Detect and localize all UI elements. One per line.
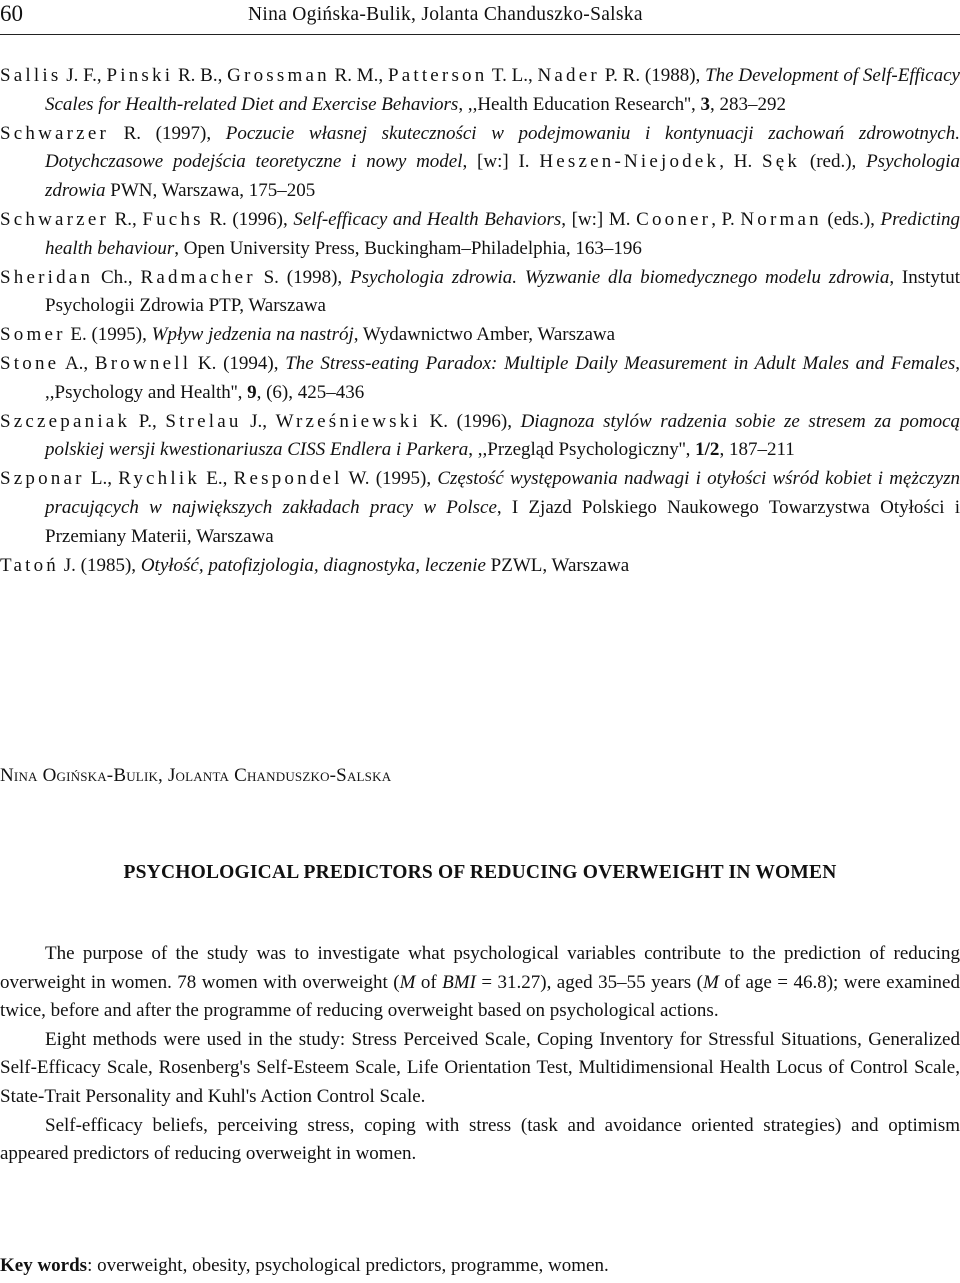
book-title: Predicting health behaviour [45,208,960,259]
author-initials: K. [191,352,224,374]
author-initials: Ch., [93,266,141,288]
abstract-p1-m1: M [399,971,416,993]
reference-source: , ,,Health Education Research'', [458,93,701,115]
reference-title: Psychologia zdrowia. Wyzwanie dla biomedycznego modelu zdrowia [350,266,890,288]
author-name: Schwarzer [0,122,109,144]
author-name: Patterson [387,65,488,86]
author-name: Pinski [106,65,174,86]
author-initials: A., [59,352,95,374]
author-initials: R. [108,122,156,144]
author-name: Nader [537,65,600,86]
author-initials: W. [342,468,376,490]
author-initials: K. [420,410,457,432]
reference-title: The Stress-eating Paradox: Multiple Daily Measurement in Adult Males and Females [285,352,956,374]
author-name: Strelau [165,410,242,432]
reference-tail: , 187–211 [719,439,795,461]
reference-year: (1996), [456,410,521,432]
reference-item [0,206,960,264]
reference-title: The Development of Self-Efficacy Scales for Health-related Diet and Exercise Behaviors [45,65,960,115]
reference-tail: , (6), 425–436 [256,381,365,403]
reference-title: Częstość występowania nadwagi i otyłości wśród kobiet i mężczyzn pracujących w największych zakładach pracy w Polsce [45,468,960,518]
author-name: Stone [0,352,60,374]
author-initials: J. F., [61,65,107,86]
reference-title: Poczucie własnej skuteczności w podejmowaniu i kontynuacji zachowań zdrowotnych. Dotychczasowe podejścia teoretyczne i nowy model [45,122,960,173]
reference-year: (1998), [286,266,350,288]
author-initials: R. [203,208,233,230]
editor-name: Cooner [636,208,712,230]
keywords-label: Key words [0,1255,88,1276]
running-header [0,0,960,34]
author-name: Respondel [233,468,343,490]
abstract-paragraph-1 [0,940,960,1026]
reference-tail: PWN, Warszawa, 175–205 [105,180,316,202]
reference-item [0,465,960,551]
keywords-line [0,1252,609,1280]
editor-initials: (red.), [800,151,867,173]
reference-source: , [w:] M. [561,208,637,230]
header-rule [0,34,960,35]
author-name: Tatoń [0,554,59,576]
reference-year: (1985), [80,554,141,576]
reference-title: Diagnoza stylów radzenia sobie ze stresem za pomocą polskiej wersji kwestionariusza CISS Endlera i Parkera [45,410,960,461]
reference-tail: , 283–292 [709,93,786,115]
reference-source: , [w:] I. [462,151,540,173]
reference-tail: , Instytut Psychologii Zdrowia PTP, Warszawa [45,266,960,317]
author-initials: R., [108,208,143,230]
editor-initials: (eds.), [821,208,881,230]
reference-item [0,552,960,581]
author-name: Szczepaniak [0,410,131,432]
editor-name: Heszen-Niejodek [539,151,720,173]
reference-tail: , Open University Press, Buckingham–Philadelphia, 163–196 [174,237,642,259]
abstract-authors [0,764,391,788]
abstract-p1-bmi: BMI [442,971,476,993]
reference-item [0,120,960,206]
abstract-body [0,940,960,1169]
author-name: Szponar [0,468,85,490]
abstract-p1-text-d: of age = 46.8); were examined twice, before and after the programme of reducing overweight based on psychological actions. [0,971,960,1022]
author-name: Fuchs [142,208,204,230]
english-title: PSYCHOLOGICAL PREDICTORS OF REDUCING OVERWEIGHT IN WOMEN [123,862,837,883]
reference-source: , ,,Psychology and Health'', [45,352,960,403]
abstract-p1-m2: M [702,971,719,993]
author-initials: R. M., [329,65,388,86]
author-initials: R. B., [173,65,228,86]
author-name: Rychlik [118,468,201,490]
abstract-p1-text-c: = 31.27), aged 35–55 years ( [475,971,703,993]
reference-item [0,408,960,466]
author-initials: E. [65,324,92,346]
abstract-p1-text-a: The purpose of the study was to investigate what psychological variables contribute to the prediction of reducing overweight in women. 78 women with overweight ( [0,943,960,993]
editor-name: Norman [740,208,822,230]
reference-year: (1997), [155,122,226,144]
author-initials: J., [241,410,276,432]
reference-title: Self-efficacy and Health Behaviors [293,208,562,230]
author-initials: J. [59,554,81,576]
reference-tail: PZWL, Warszawa [485,554,630,576]
abstract-authors-text: Nina Ogińska-Bulik, Jolanta Chanduszko-Salska [0,765,392,786]
reference-source: , ,,Przegląd Psychologiczny'', [468,439,696,461]
author-name: Somer [0,324,66,346]
abstract-paragraph-3: Self-efficacy beliefs, perceiving stress, coping with stress (task and avoidance oriented strategies) and optimism appeared predictors of reducing overweight in women. [0,1114,960,1165]
reference-year: (1995), [91,324,152,346]
keywords-text: : overweight, obesity, psychological predictors, programme, women. [87,1255,609,1276]
reference-title: Wpływ jedzenia na nastrój [151,324,354,346]
book-title: Psychologia zdrowia [45,151,960,202]
reference-tail: , Wydawnictwo Amber, Warszawa [353,324,616,346]
author-initials: P., [130,410,166,432]
abstract-p1-text-b: of [415,971,443,993]
running-title: Nina Ogińska-Bulik, Jolanta Chanduszko-Salska [248,4,643,25]
abstract-paragraph-2: Eight methods were used in the study: Stress Perceived Scale, Coping Inventory for Stressful Situations, Generalized Self-Efficacy Scale, Rosenberg's Self-Esteem Scale, Life Orientation Test, Multidimensional Health Locus of Control Scale, State-Trait Personality and Kuhl's Action Control Scale. [0,1028,960,1107]
reference-volume: 1/2 [695,439,720,461]
author-name: Sheridan [0,266,94,288]
author-name: Schwarzer [0,208,109,230]
author-initials: P. R. [599,65,645,86]
author-initials: S. [255,266,287,288]
reference-volume: 9 [247,381,257,403]
author-initials: E., [200,468,234,490]
editor-initials: , P. [711,208,741,230]
reference-year: (1988), [644,65,706,86]
reference-year: (1994), [223,352,286,374]
reference-item [0,321,960,350]
author-name: Brownell [94,352,192,374]
author-name: Wrześniewski [275,410,421,432]
editor-initials: , H. [719,151,762,173]
reference-year: (1996), [232,208,294,230]
reference-list [0,62,960,580]
editor-name: Sęk [762,151,801,173]
author-name: Sallis [0,65,62,86]
author-name: Radmacher [140,266,256,288]
reference-volume: 3 [700,93,710,115]
reference-item [0,350,960,408]
author-name: Grossman [227,65,330,86]
reference-title: Otyłość, patofizjologia, diagnostyka, leczenie [140,554,486,576]
reference-year: (1995), [375,468,438,490]
author-initials: L., [84,468,119,490]
author-initials: T. L., [487,65,538,86]
page-number: 60 [0,1,23,26]
reference-item [0,264,960,322]
reference-tail: , I Zjazd Polskiego Naukowego Towarzystwa Otyłości i Przemiany Materii, Warszawa [45,496,960,547]
reference-item [0,62,960,120]
